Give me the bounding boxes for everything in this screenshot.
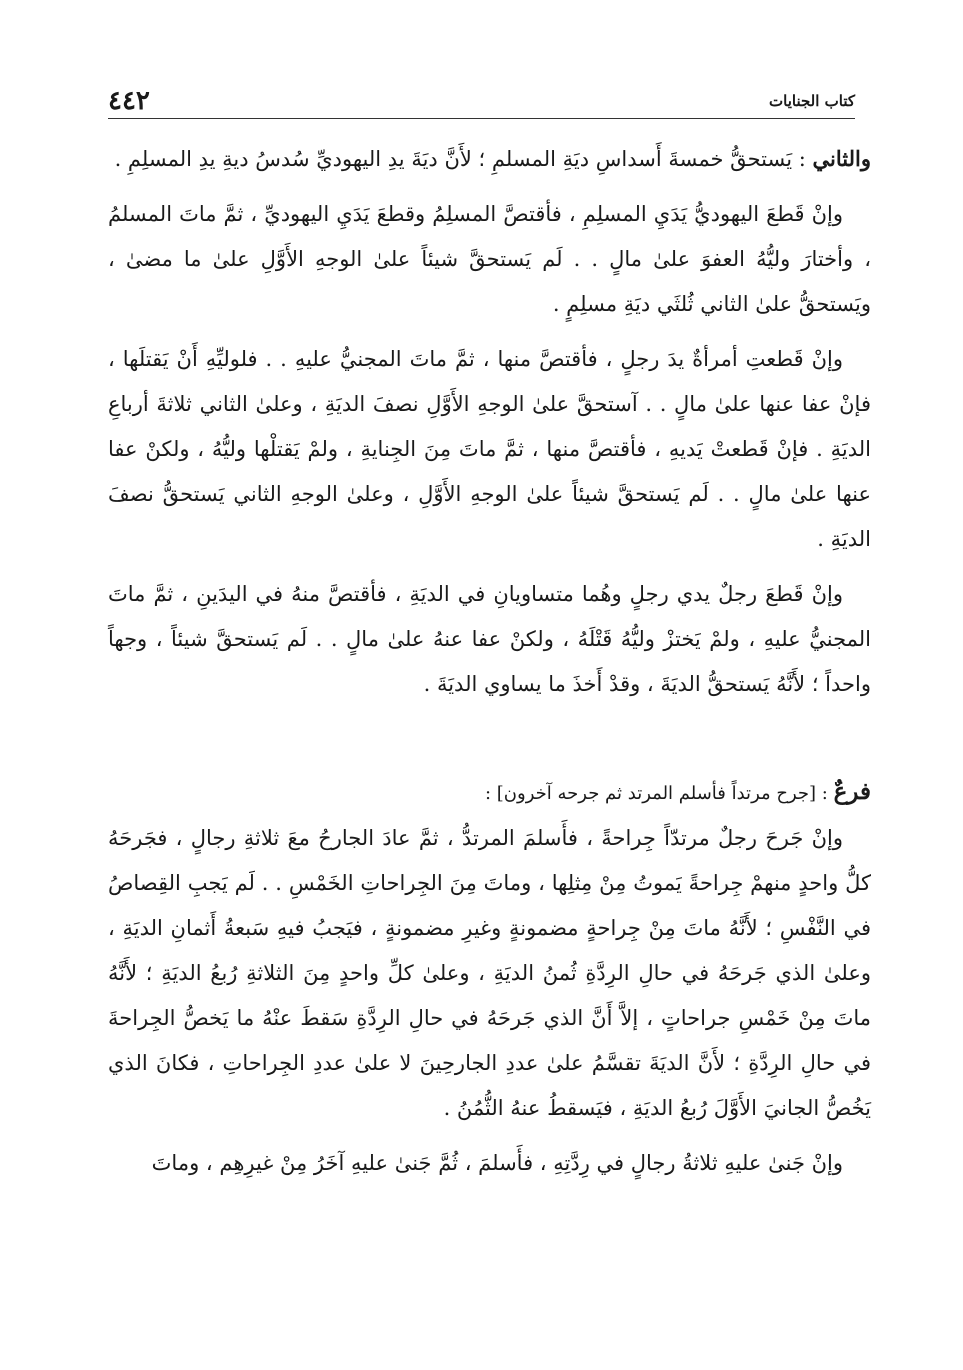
paragraph-lead-word: والثاني [812,146,871,171]
paragraph: وإنْ جَنىٰ عليهِ ثلاثةُ رجالٍ في رِدَّتِهِ ، فأَسلمَ ، ثُمَّ جَنىٰ عليهِ آخَرُ مِنْ غيرِهِم ، وماتَ [151,1151,843,1175]
section-label: فرعٌ [833,778,871,805]
paragraph: وإنْ قَطعتِ أمرأةٌ يدَ رجلٍ ، فأقتصَّ منها ، ثمَّ ماتَ المجنيُّ عليهِ . . فلوليِّهِ أَنْ يَقتلَها ، فإنْ عفا عنها علىٰ مالٍ . . آستحقَّ علىٰ الوجهِ الأَوَّلِ نصفَ الديَةِ ، وعلىٰ الثاني ثلاثةَ أرباعِ الديَةِ . فإنْ قَطعتْ يَديهِ ، فأقتصَّ منها ، ثمَّ ماتَ مِنَ الجِنايةِ ، ولمْ يَقتلْها وليُّهُ ، ولكنْ عفا عنها علىٰ مالٍ . . لَم يَستحقَّ شيئاً علىٰ الوجهِ الأَوَّلِ ، وعلىٰ الوجهِ الثاني يَستحقُّ نصفَ الديَةِ . [108,347,871,551]
page-number: ٤٤٢ [108,86,150,116]
paragraph: وإنْ قَطعَ رجلٌ يدي رجلٍ وهُما متساويانِ في الديَةِ ، فأقتصَّ منهُ في اليدَينِ ، ثمَّ ماتَ المجنيُّ عليهِ ، ولمْ يَختزْ وليُّهُ قَتْلَهُ ، ولكنْ عفا عنهُ علىٰ مالٍ . . لَم يَستحقَّ شيئاً ، وجهاً واحداً ؛ لأَنَّهُ يَستحقُّ الديَةَ ، وقدْ أَخذَ ما يساوي الديَةَ . [108,582,871,696]
chapter-title: كتاب الجنايات [769,92,855,110]
section-subtitle: : [جرح مرتداً فأسلم المرتد ثم جرحه آخرون] : [485,783,834,804]
running-header [108,84,855,119]
section-heading [108,769,871,816]
paragraph: وإنْ جَرحَ رجلٌ مرتدّاً جِراحةً ، فأَسلمَ المرتدُّ ، ثمَّ عادَ الجارحُ معَ ثلاثةِ رجالٍ ، فجَرحَهُ كلُّ واحدٍ منهمْ جِراحةً يَموتُ مِنْ مِثلِها ، وماتَ مِنَ الجِراحاتِ الخَمْسِ . . لَم يَجبِ القِصاصُ في النَّفْسِ ؛ لأَنَّهُ ماتَ مِنْ جِراحةٍ مضمونةٍ وغيرِ مضمونةٍ ، فيَجبُ فيهِ سَبعةُ أَثمانِ الديَةِ ، وعلىٰ الذي جَرحَهُ في حالِ الرِدَّةِ ثُمنُ الديَةِ ، وعلىٰ كلِّ واحدٍ مِنَ الثلاثةِ رُبعُ الديَةِ ؛ لأَنَّهُ ماتَ مِنْ خَمْسِ جراحاتٍ ، إلاَّ أَنَّ الذي جَرحَهُ في حالِ الرِدَّةِ سَقطَ عنْهُ ما يَخصُّ الجِراحةَ في حالِ الرِدَّةِ ؛ لأَنَّ الديَةَ تقسَّمُ علىٰ عددِ الجارحِينَ لا علىٰ عددِ الجِراحاتِ ، فكانَ الذي يَخُصُّ الجانيَ الأَوَّلَ رُبعُ الديَةِ ، فيَسقطُ عنهُ الثُّمُنُ . [108,826,871,1120]
paragraph [108,136,871,182]
paragraph: وإنْ قَطعَ اليهوديُّ يَدَيِ المسلِمِ ، فأقتصَّ المسلِمُ وقطعَ يَدَيِ اليهوديِّ ، ثمَّ ماتَ المسلمُ ، وأختارَ وليُّهُ العفوَ علىٰ مالٍ . . لَم يَستحقَّ شيئاً علىٰ الوجهِ الأَوَّلِ علىٰ ما مضىٰ ، ويَستحقُّ علىٰ الثاني ثُلثَي ديَةِ مسلِمٍ . [108,202,871,316]
section-spacer [108,717,871,769]
body-text [108,136,871,1196]
paragraph-text: : يَستحقُّ خمسةَ أَسداسِ ديَةِ المسلمِ ؛ لأَنَّ ديَةَ يدِ اليهوديِّ سُدسُ ديةِ يدِ المسلِمِ . [114,147,813,171]
